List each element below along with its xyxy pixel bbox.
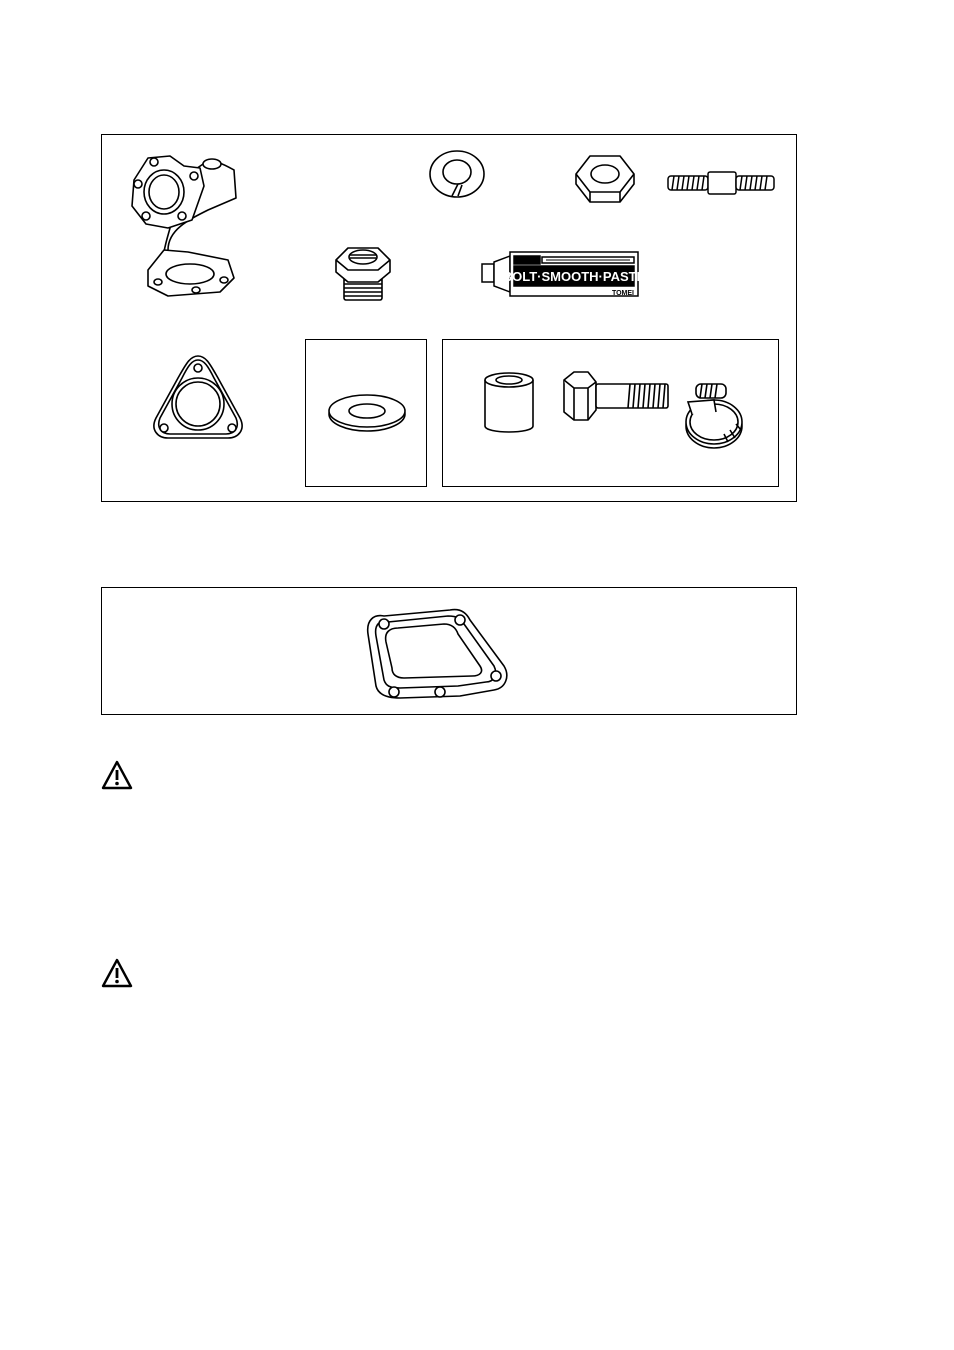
hex-nut-part	[572, 150, 638, 206]
turbine-flange-gasket-part	[360, 606, 510, 702]
spring-washer-part	[426, 148, 488, 204]
three-bolt-gasket-part	[148, 352, 248, 444]
stud-bolt-part	[664, 170, 778, 198]
paste-tube-label: BOLT·SMOOTH·PASTE	[502, 269, 646, 284]
hex-bolt-part	[560, 370, 672, 422]
hex-adapter-fitting-part	[330, 242, 396, 306]
flat-washer-part	[326, 392, 408, 434]
hose-clamp-part	[680, 378, 752, 452]
paste-tube-brand: TOMEI	[611, 290, 634, 297]
spacer-collar-part	[481, 370, 537, 436]
bolt-smooth-paste-tube-part	[480, 248, 646, 300]
warning-icon	[101, 760, 133, 790]
warning-icon	[101, 958, 133, 988]
turbo-outlet-elbow-part	[128, 150, 248, 300]
